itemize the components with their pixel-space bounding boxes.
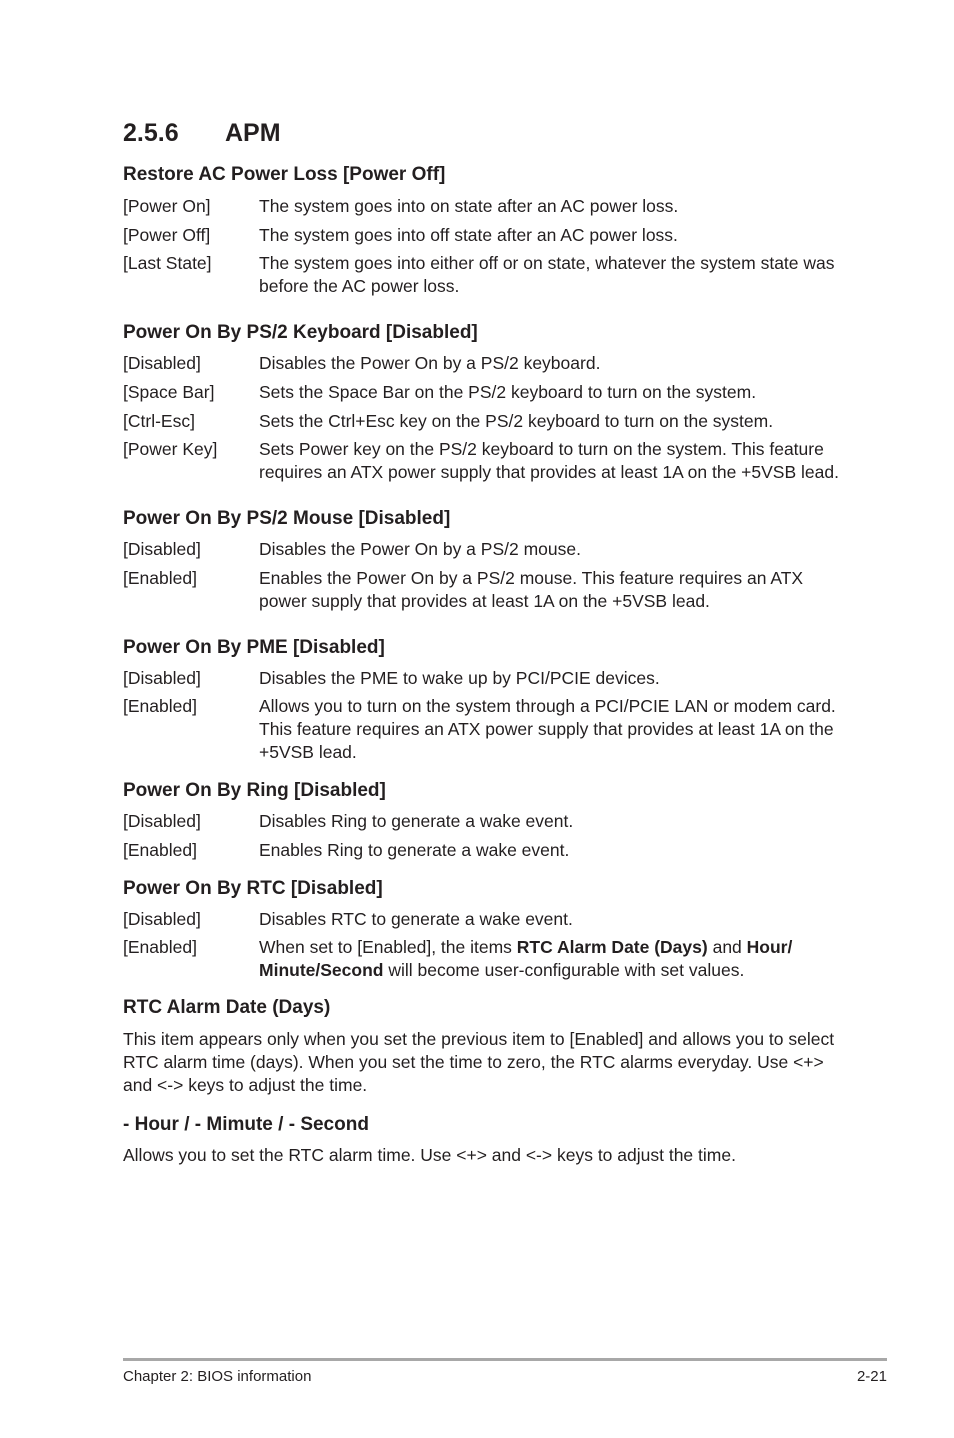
- heading-rtc-alarm-date: RTC Alarm Date (Days): [123, 997, 331, 1018]
- heading-power-on-ring: Power On By Ring [Disabled]: [123, 780, 386, 801]
- hour-minute-second-ref: Hour/ Minute/Second: [259, 937, 793, 980]
- option-description: Disables RTC to generate a wake event.: [259, 909, 573, 929]
- option-description: When set to [Enabled], the items RTC Alarm Date (Days) and Hour/ Minute/Second will become user-configurable with set values.: [259, 937, 793, 980]
- section-title: APM: [225, 119, 281, 147]
- option-label: [Disabled]: [123, 909, 201, 929]
- option-description: Disables the Power On by a PS/2 mouse.: [259, 539, 581, 559]
- option-label: [Enabled]: [123, 937, 197, 957]
- option-description: Enables the Power On by a PS/2 mouse. This feature requires an ATX power supply that provides at least 1A on the +5VSB lead.: [259, 568, 804, 611]
- option-label: [Disabled]: [123, 811, 201, 831]
- option-label: [Enabled]: [123, 696, 197, 716]
- option-label: [Disabled]: [123, 539, 201, 559]
- rtc-alarm-date-ref: RTC Alarm Date (Days): [516, 937, 708, 957]
- heading-power-on-ps2-keyboard: Power On By PS/2 Keyboard [Disabled]: [123, 322, 478, 343]
- option-label: [Space Bar]: [123, 382, 215, 402]
- option-description: Sets Power key on the PS/2 keyboard to turn on the system. This feature requires an ATX power supply that provides at least 1A on the +5VSB lead.: [259, 439, 839, 482]
- heading-hour-minute-second: - Hour / - Mimute / - Second: [123, 1114, 369, 1135]
- section-number: 2.5.6: [123, 119, 179, 147]
- footer-divider: [123, 1358, 887, 1361]
- page-number: 2-21: [856, 1368, 887, 1385]
- option-description: Disables the PME to wake up by PCI/PCIE devices.: [259, 668, 660, 688]
- option-description: Sets the Ctrl+Esc key on the PS/2 keyboard to turn on the system.: [259, 411, 774, 431]
- rtc-alarm-date-description: This item appears only when you set the previous item to [Enabled] and allows you to select RTC alarm time (days). When you set the time to zero, the RTC alarms everyday. Use <+> and <-> keys to adjust the time.: [123, 1029, 835, 1095]
- option-label: [Ctrl-Esc]: [123, 411, 195, 431]
- option-label: [Power Key]: [123, 439, 218, 459]
- option-description: Allows you to turn on the system through a PCI/PCIE LAN or modem card. This feature requires an ATX power supply that provides at least 1A on the +5VSB lead.: [259, 696, 836, 762]
- option-description: Sets the Space Bar on the PS/2 keyboard to turn on the system.: [259, 382, 757, 402]
- option-description: Enables Ring to generate a wake event.: [259, 840, 570, 860]
- option-label: [Disabled]: [123, 353, 201, 373]
- option-description: The system goes into on state after an AC power loss.: [259, 196, 679, 216]
- heading-power-on-ps2-mouse: Power On By PS/2 Mouse [Disabled]: [123, 508, 451, 529]
- heading-restore-ac-power-loss: Restore AC Power Loss [Power Off]: [123, 164, 446, 185]
- hour-minute-second-description: Allows you to set the RTC alarm time. Use <+> and <-> keys to adjust the time.: [123, 1145, 736, 1165]
- heading-power-on-pme: Power On By PME [Disabled]: [123, 637, 385, 658]
- option-label: [Last State]: [123, 253, 212, 273]
- option-description: The system goes into either off or on state, whatever the system state was before the AC power loss.: [259, 253, 835, 296]
- option-description: Disables Ring to generate a wake event.: [259, 811, 574, 831]
- option-label: [Enabled]: [123, 568, 197, 588]
- option-description: The system goes into off state after an AC power loss.: [259, 225, 678, 245]
- page-title: [123, 116, 281, 150]
- option-label: [Power On]: [123, 196, 211, 216]
- heading-power-on-rtc: Power On By RTC [Disabled]: [123, 878, 383, 899]
- option-label: [Power Off]: [123, 225, 211, 245]
- option-label: [Enabled]: [123, 840, 197, 860]
- footer-chapter: Chapter 2: BIOS information: [123, 1368, 312, 1385]
- option-description: Disables the Power On by a PS/2 keyboard.: [259, 353, 601, 373]
- option-label: [Disabled]: [123, 668, 201, 688]
